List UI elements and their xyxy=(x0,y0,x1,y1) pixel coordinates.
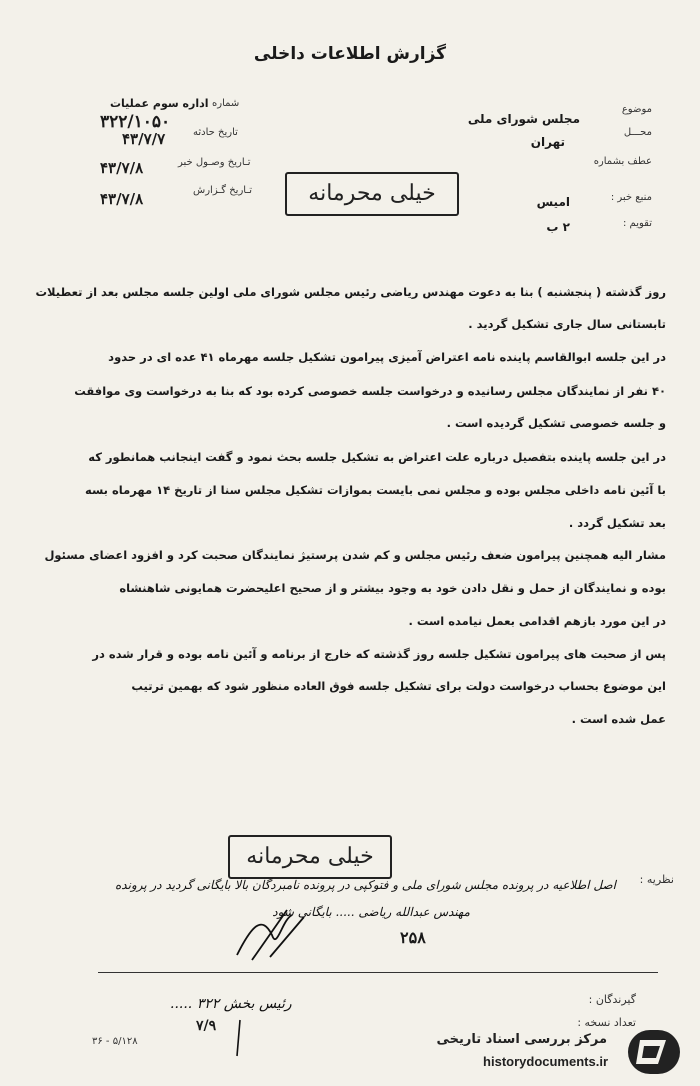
archive-logo-icon xyxy=(610,1026,690,1078)
ref-label: عطف بشماره xyxy=(593,156,652,167)
place-value: تهران xyxy=(530,135,565,149)
report-date-value: ۴۳/۷/۸ xyxy=(100,190,144,208)
body-line-1: روز گذشته ( پنجشنبه ) بنا به دعوت مهندس ریاضی رئیس مجلس شورای ملی اولین جلسه مجلس بعد از تعطیلات xyxy=(35,285,666,299)
footer-stroke xyxy=(225,1018,255,1058)
evaluation-label: تقویم : xyxy=(623,218,652,229)
bottom-handwriting: رئیس بخش ۳۲۲ ..... xyxy=(170,996,292,1012)
bottom-handwriting-2: ۷/۹ xyxy=(196,1018,217,1034)
body-line-10: بوده و نمایندگان از حمل و نقل دادن خود به وجود بیشتر و از صحیح اعلیحضرت همایونی شاهنشاه xyxy=(119,581,666,595)
body-line-9: مشار الیه همچنین پیرامون ضعف رئیس مجلس و کم شدن پرستیژ نمایندگان صحبت کرد و افزود اعضای مسئول xyxy=(44,548,666,562)
opinion-line-1: اصل اطلاعیه در پرونده مجلس شورای ملی و فتوکپی در پرونده نامبردگان بالا بایگانی گردید در پرونده xyxy=(115,878,616,892)
classification-stamp-2: خیلی محرمانه xyxy=(228,835,392,879)
receivers-label: گیرندگان : xyxy=(588,993,636,1006)
number-handwritten: ۳۲۲/۱۰۵۰ xyxy=(100,112,171,132)
classification-stamp: خیلی محرمانه xyxy=(285,172,459,216)
source-value: امیس xyxy=(536,195,570,209)
body-line-13: این موضوع بحساب درخواست دولت برای تشکیل جلسه فوق العاده منظور شود که بهمین ترتیب xyxy=(131,679,666,693)
opinion-line-2: مهندس عبدالله ریاضی ..... بایگانی شود xyxy=(272,905,470,919)
received-date-value: ۴۳/۷/۸ xyxy=(100,159,144,177)
opinion-label: نظریه : xyxy=(639,873,674,886)
number-value: اداره سوم عملیات xyxy=(110,97,209,110)
signature-mark xyxy=(232,905,312,965)
watermark-site: historydocuments.ir xyxy=(483,1054,608,1069)
received-date-label: تـاریخ وصـول خبر xyxy=(178,157,251,168)
footer-rule xyxy=(98,972,658,973)
place-label: محـــل xyxy=(623,127,652,138)
body-line-14: عمل شده است . xyxy=(571,712,666,726)
evaluation-value: ۲ ب xyxy=(546,220,570,234)
event-date-value: ۴۳/۷/۷ xyxy=(122,130,166,148)
body-line-7: با آئین نامه داخلی مجلس بوده و مجلس نمی بایست بموازات تشکیل مجلس سنا از تاریخ ۱۴ مهرماه بسه xyxy=(85,483,666,497)
body-line-4: ۴۰ نفر از نمایندگان مجلس رسانیده و درخواست جلسه خصوصی کرده بود که بنا به درخواست وی موافقت xyxy=(74,384,666,398)
body-line-8: بعد تشکیل گردد . xyxy=(568,516,666,530)
body-line-12: پس از صحبت های پیرامون تشکیل جلسه روز گذشته که خارج از برنامه و آئین نامه بوده و قرار شده در xyxy=(92,647,666,661)
event-date-label: تاریخ حادثه xyxy=(193,127,238,138)
subject-label: موضوع xyxy=(621,104,652,115)
watermark-org: مرکز بررسی اسناد تاریخی xyxy=(436,1032,607,1047)
report-date-label: تـاریخ گـزارش xyxy=(193,185,253,196)
body-line-2: تابستانی سال جاری تشکیل گردید . xyxy=(468,317,666,331)
number-label: شماره xyxy=(212,98,240,109)
body-line-11: در این مورد بازهم اقدامی بعمل نیامده است . xyxy=(408,614,666,628)
document-title: گزارش اطلاعات داخلی xyxy=(253,44,447,64)
form-code: ۵/۱۲۸ - ۳۶ xyxy=(92,1036,138,1047)
body-line-6: در این جلسه پاینده بتفصیل درباره علت اعتراض به تشکیل جلسه بحث نمود و گفت اینجانب همانطور که xyxy=(88,450,666,464)
source-label: منبع خبر : xyxy=(610,192,652,203)
body-line-5: و جلسه خصوصی تشکیل گردیده است . xyxy=(446,416,666,430)
copies-label: تعداد نسخه : xyxy=(577,1016,636,1029)
body-line-3: در این جلسه ابوالقاسم پاینده نامه اعتراض آمیزی پیرامون تشکیل جلسه مهرماه ۴۱ عده ای در حدود xyxy=(108,350,666,364)
opinion-number: ۲۵۸ xyxy=(400,928,426,947)
subject-value: مجلس شورای ملی xyxy=(467,112,580,126)
